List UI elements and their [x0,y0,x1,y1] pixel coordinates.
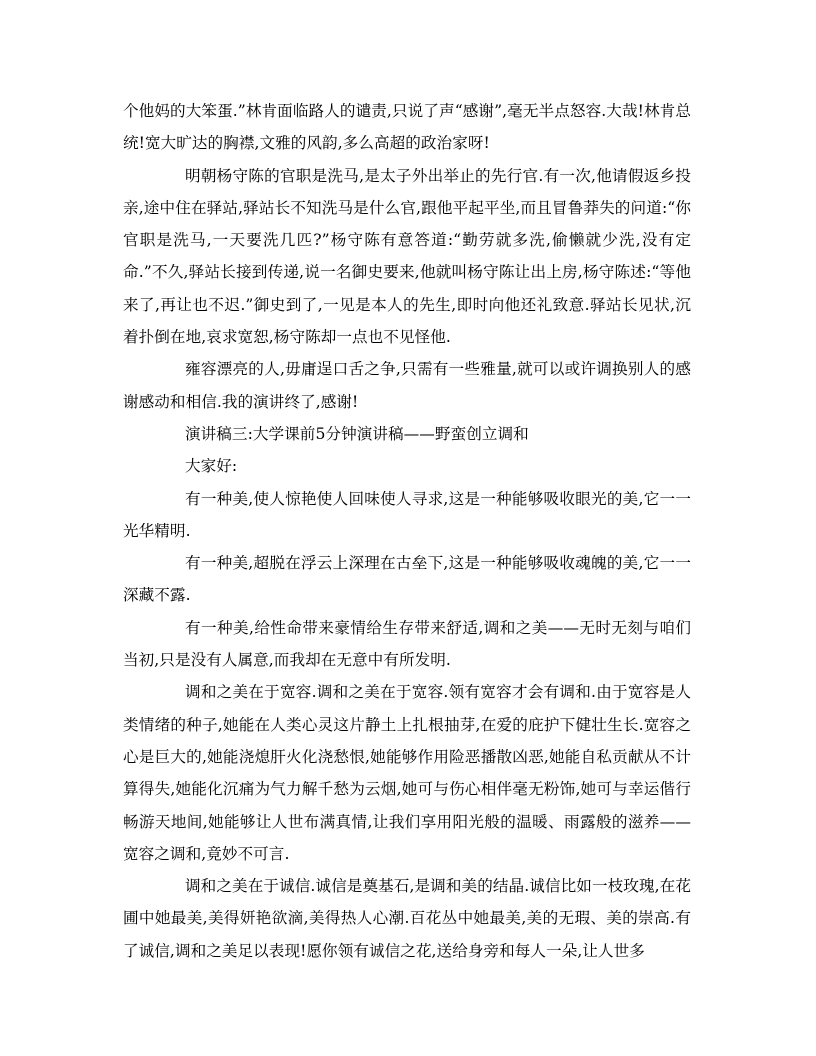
speech-three-heading: 演讲稿三:大学课前5分钟演讲稿——野蛮创立调和 [185,424,529,443]
paragraph-beauty-1: 有一种美,使人惊艳使人回味使人寻求,这是一种能够吸收眼光的美,它一一光华精明. [123,489,691,540]
paragraph-beauty-2: 有一种美,超脱在浮云上深理在古垒下,这是一种能够吸收魂魄的美,它一一深藏不露. [123,554,691,605]
text-body [123,95,691,967]
paragraph-speech-conclusion: 雍容漂亮的人,毋庸逞口舌之争,只需有一些雅量,就可以或许调换别人的感谢感动和相信.我的演讲终了,感谢! [123,360,691,411]
greeting: 大家好: [185,457,238,476]
paragraph-lincoln-ending: 个他妈的大笨蛋.”林肯面临路人的谴责,只说了声“感谢”,毫无半点怒容.大哉!林肯总统!宽大旷达的胸襟,文雅的风韵,多么高超的政治家呀! [123,102,691,153]
paragraph-tolerance: 调和之美在于宽容.调和之美在于宽容.领有宽容才会有调和.由于宽容是人类情绪的种子,她能在人类心灵这片静土上扎根抽芽,在爱的庇护下健壮生长.宽容之心是巨大的,她能浇熄肝火化浇愁恨,她能够作用险恶播散凶恶,她能自私贡献从不计算得失,她能化沉痛为气力解千愁为云烟,她可与伤心相伴毫无粉饰,她可与幸运偕行畅游天地间,她能够让人世布满真情,让我们享用阳光般的温暖、雨露般的滋养——宽容之调和,竟妙不可言. [123,683,691,863]
paragraph-yang-shouchen: 明朝杨守陈的官职是洗马,是太子外出举止的先行官.有一次,他请假返乡投亲,途中住在驿站,驿站长不知洗马是什么官,跟他平起平坐,而且冒鲁莽失的问道:“你官职是洗马,一天要洗几匹?”杨守陈有意答道:“勤劳就多洗,偷懒就少洗,没有定命.”不久,驿站长接到传递,说一名御史要来,他就叫杨守陈让出上房,杨守陈述:“等他来了,再让也不迟.”御史到了,一见是本人的先生,即时向他还礼致意.驿站长见状,沉着扑倒在地,哀求宽恕,杨守陈却一点也不见怪他. [123,166,691,347]
paragraph-integrity: 调和之美在于诚信.诚信是奠基石,是调和美的结晶.诚信比如一枝玫瑰,在花圃中她最美,美得妍艳欲滴,美得热人心潮.百花丛中她最美,美的无瑕、美的崇高.有了诚信,调和之美足以表现!愿你领有诚信之花,送给身旁和每人一朵,让人世多 [123,877,691,960]
paragraph-beauty-3: 有一种美,给性命带来豪情给生存带来舒适,调和之美——无时无刻与咱们当初,只是没有人属意,而我却在无意中有所发明. [123,618,691,670]
